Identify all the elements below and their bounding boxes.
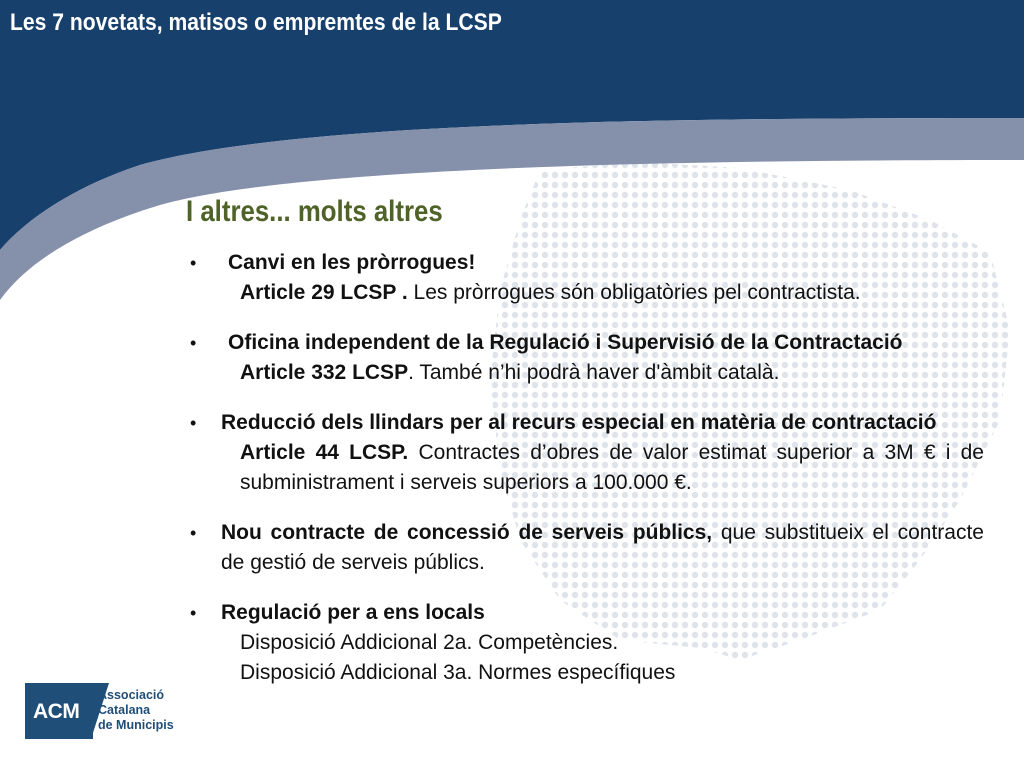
list-item bbox=[188, 328, 984, 388]
item-detail bbox=[221, 358, 984, 388]
item-detail: Disposició Addicional 2a. Competències. bbox=[240, 631, 619, 654]
logo-box bbox=[25, 683, 93, 739]
item-heading: Canvi en les pròrrogues! bbox=[228, 251, 476, 274]
detail-text: Les pròrrogues són obligatòries pel contractista. bbox=[407, 281, 861, 304]
bullet-dot: • bbox=[190, 603, 197, 623]
logo-line: de Municipis bbox=[98, 718, 174, 732]
detail-text: que substitueix el contracte de gestió de serveis públics. bbox=[221, 521, 984, 574]
bullet-dot: • bbox=[190, 253, 197, 273]
detail-text: . També n’hi podrà haver d'àmbit català. bbox=[408, 361, 780, 384]
article-ref: Article 29 LCSP . bbox=[240, 281, 408, 304]
list-item bbox=[188, 518, 984, 578]
article-ref: Article 44 LCSP. bbox=[240, 441, 409, 464]
item-heading: Regulació per a ens locals bbox=[221, 601, 485, 624]
bullet-dot: • bbox=[190, 333, 197, 353]
list-item bbox=[188, 408, 984, 498]
logo-line: Catalana bbox=[98, 703, 151, 717]
logo-acronym: ACM bbox=[33, 700, 80, 723]
item-heading: Oficina independent de la Regulació i Supervisió de la Contractació bbox=[228, 331, 903, 354]
item-detail bbox=[221, 438, 984, 498]
slide-title: I altres... molts altres bbox=[186, 195, 443, 228]
item-heading: Nou contracte de concessió de serveis públics, bbox=[221, 521, 713, 544]
logo-line: Associació bbox=[98, 688, 165, 702]
article-ref: Article 332 LCSP bbox=[240, 361, 409, 384]
bullet-list bbox=[188, 248, 984, 688]
item-detail: Disposició Addicional 3a. Normes específiques bbox=[240, 661, 676, 684]
list-item bbox=[188, 598, 984, 688]
logo-name bbox=[98, 688, 174, 733]
bullet-dot: • bbox=[190, 523, 197, 543]
header-title: Les 7 novetats, matisos o empremtes de la LCSP bbox=[10, 9, 502, 36]
detail-text: Contractes d’obres de valor estimat superior a 3M € i de subministrament i serveis superiors a 100.000 €. bbox=[240, 441, 984, 494]
bullet-dot: • bbox=[190, 413, 197, 433]
list-item bbox=[188, 248, 984, 308]
item-heading: Reducció dels llindars per al recurs especial en matèria de contractació bbox=[221, 411, 937, 434]
item-detail bbox=[221, 278, 984, 308]
